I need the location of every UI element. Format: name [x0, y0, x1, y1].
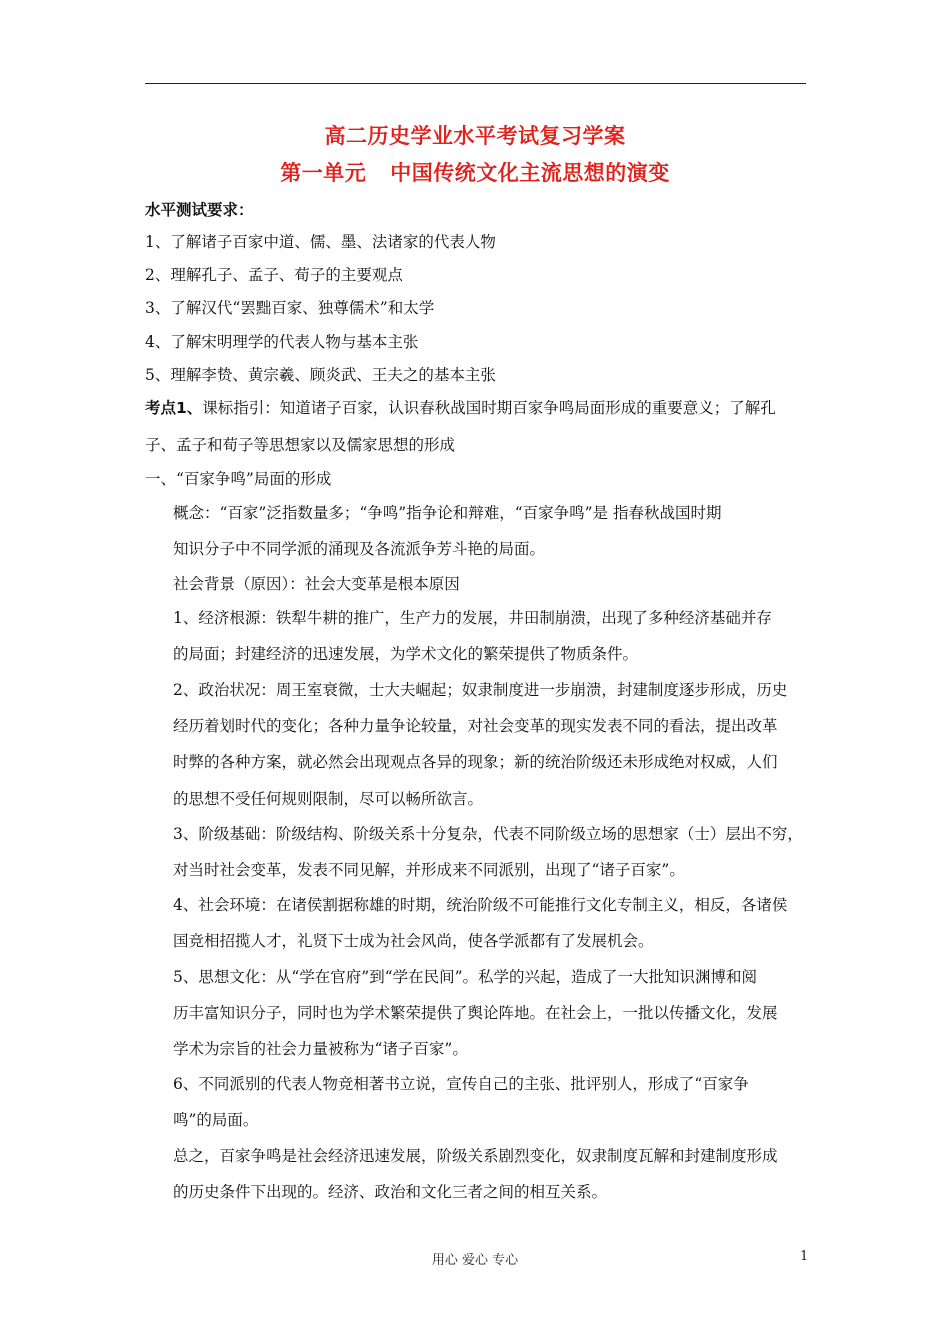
paragraph-line: 1、经济根源：铁犁牛耕的推广，生产力的发展，井田制崩溃，出现了多种经济基础并存	[173, 609, 772, 627]
paragraph-line: 5、思想文化：从“学在官府”到“学在民间”。私学的兴起，造成了一大批知识渊博和阅	[173, 968, 758, 986]
kaodian-line1	[145, 397, 776, 419]
requirement-item: 1、了解诸子百家中道、儒、墨、法诸家的代表人物	[145, 233, 496, 251]
page-footer: 用心 爱心 专心	[431, 1253, 519, 1268]
paragraph-line: 的思想不受任何规则限制，尽可以畅所欲言。	[173, 790, 484, 808]
paragraph-line: 学术为宗旨的社会力量被称为“诸子百家”。	[173, 1040, 468, 1058]
header-rule	[145, 83, 806, 84]
kaodian-line2: 子、孟子和荀子等思想家以及儒家思想的形成	[145, 436, 456, 454]
paragraph-line: 时弊的各种方案，就必然会出现观点各异的现象；新的统治阶级还未形成绝对权威，人们	[173, 753, 778, 771]
unit-title	[0, 157, 950, 187]
paragraph-line: 鸣”的局面。	[173, 1111, 259, 1129]
requirement-item: 4、了解宋明理学的代表人物与基本主张	[145, 333, 419, 351]
requirements-heading: 水平测试要求：	[145, 201, 254, 219]
requirement-item: 2、理解孔子、孟子、荀子的主要观点	[145, 266, 403, 284]
paragraph-line: 总之，百家争鸣是社会经济迅速发展，阶级关系剧烈变化，奴隶制度瓦解和封建制度形成	[173, 1147, 778, 1165]
paragraph-line: 历丰富知识分子，同时也为学术繁荣提供了舆论阵地。在社会上，一批以传播文化，发展	[173, 1004, 778, 1022]
kaodian-label: 考点1、	[145, 399, 203, 417]
paragraph-line: 的局面；封建经济的迅速发展，为学术文化的繁荣提供了物质条件。	[173, 645, 639, 663]
paragraph-line: 社会背景（原因）：社会大变革是根本原因	[173, 575, 460, 593]
paragraph-line: 知识分子中不同学派的涌现及各流派争芳斗艳的局面。	[173, 540, 546, 558]
paragraph-line: 国竞相招揽人才，礼贤下士成为社会风尚，使各学派都有了发展机会。	[173, 932, 654, 950]
paragraph-line: 3、阶级基础：阶级结构、阶级关系十分复杂，代表不同阶级立场的思想家（士）层出不穷，	[173, 825, 803, 843]
unit-subtitle: 中国传统文化主流思想的演变	[390, 161, 670, 185]
section-heading: 一、“百家争鸣”局面的形成	[145, 470, 332, 488]
requirement-item: 5、理解李贽、黄宗羲、顾炎武、王夫之的基本主张	[145, 366, 496, 384]
requirement-item: 3、了解汉代“罢黜百家、独尊儒术”和太学	[145, 299, 435, 317]
paragraph-line: 2、政治状况：周王室衰微，士大夫崛起；奴隶制度进一步崩溃，封建制度逐步形成，历史	[173, 681, 788, 699]
paragraph-line: 经历着划时代的变化；各种力量争论较量，对社会变革的现实发表不同的看法，提出改革	[173, 717, 778, 735]
paragraph-line: 对当时社会变革，发表不同见解，并形成来不同派别，出现了“诸子百家”。	[173, 861, 685, 879]
doc-title: 高二历史学业水平考试复习学案	[324, 124, 626, 148]
page-number: 1	[800, 1249, 809, 1264]
paragraph-line: 的历史条件下出现的。经济、政治和文化三者之间的相互关系。	[173, 1183, 608, 1201]
unit-label: 第一单元	[280, 161, 367, 185]
paragraph-line: 概念：“百家”泛指数量多；“争鸣”指争论和辩难，“百家争鸣”是 指春秋战国时期	[173, 504, 722, 522]
kaodian-text: 课标指引：知道诸子百家，认识春秋战国时期百家争鸣局面形成的重要意义；了解孔	[202, 399, 776, 417]
paragraph-line: 4、社会环境：在诸侯割据称雄的时期，统治阶级不可能推行文化专制主义，相反，各诸侯	[173, 896, 788, 914]
paragraph-line: 6、不同派别的代表人物竞相著书立说，宣传自己的主张、批评别人，形成了“百家争	[173, 1075, 749, 1093]
